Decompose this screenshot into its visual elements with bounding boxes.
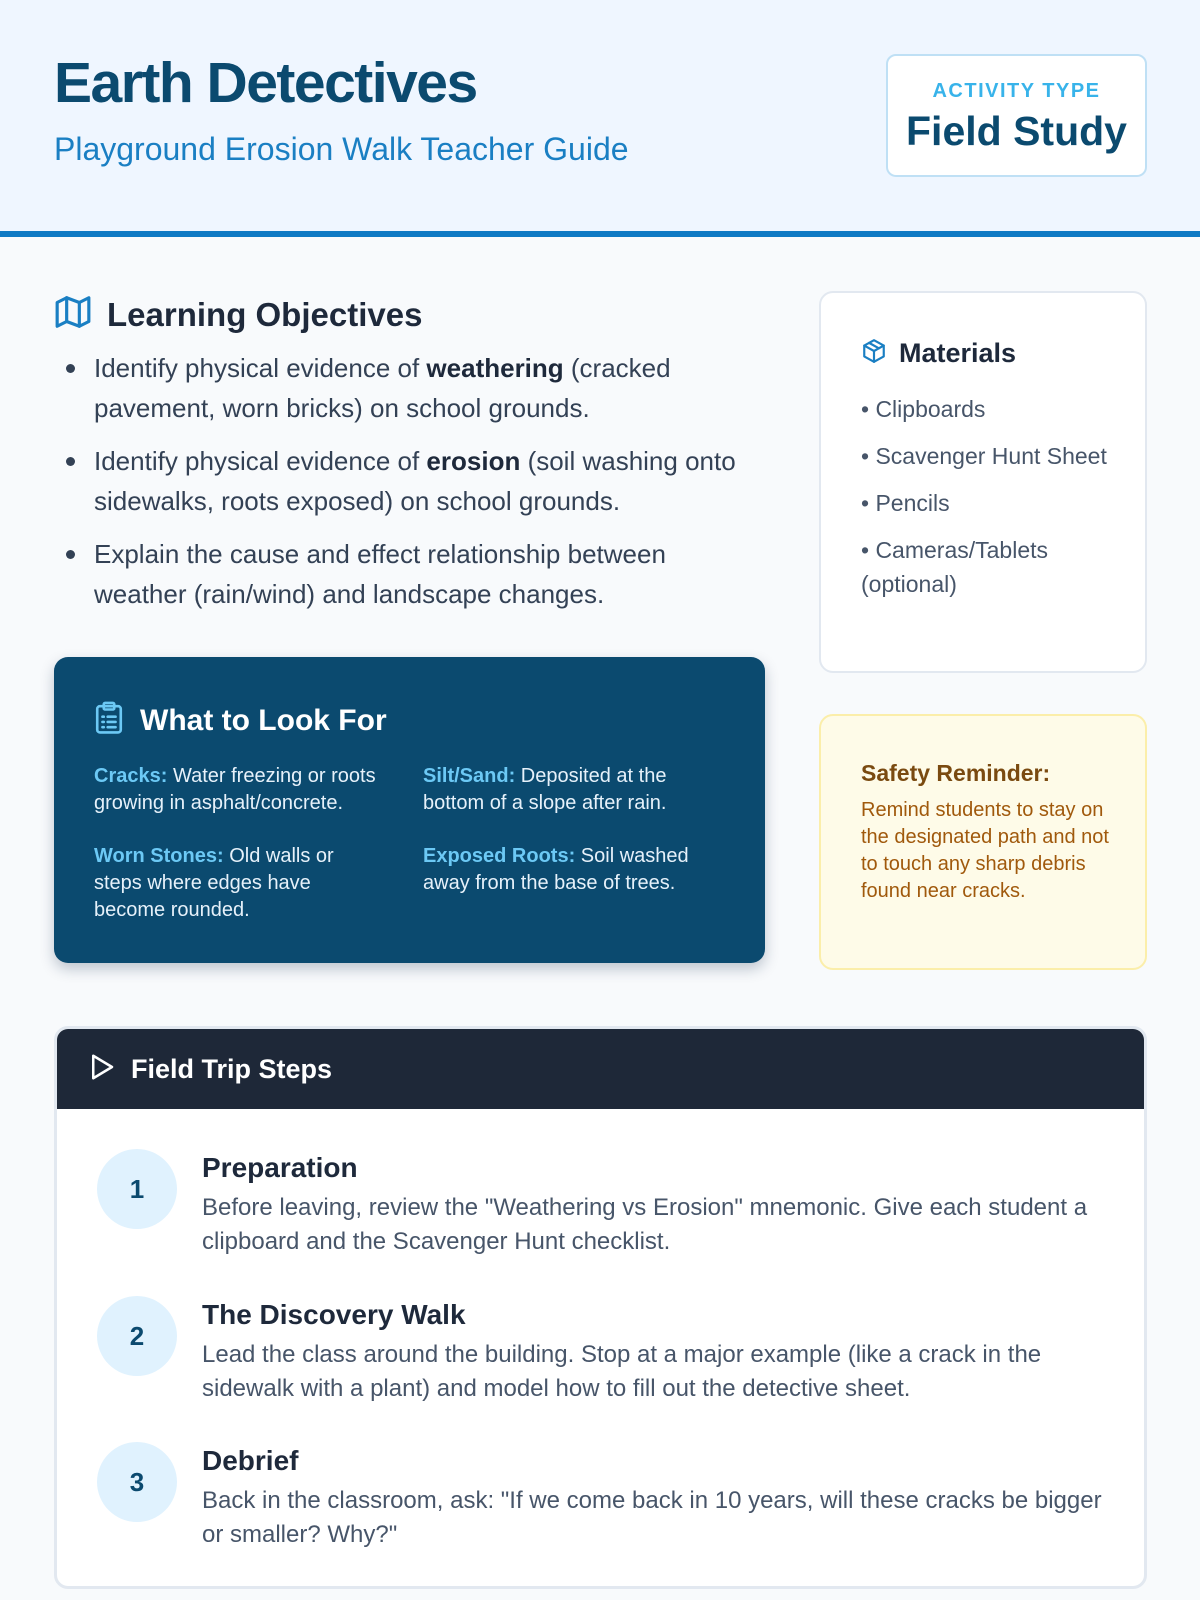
materials-item: • Scavenger Hunt Sheet [861, 443, 1107, 469]
step-number: 1 [97, 1149, 177, 1229]
objective-keyword: erosion [426, 446, 521, 476]
bullet-icon [66, 457, 75, 466]
safety-title: Safety Reminder: [861, 760, 1051, 786]
look-for-term: Silt/Sand: [423, 765, 516, 787]
look-for-item [423, 763, 713, 817]
materials-title: Materials [899, 338, 1017, 368]
look-for-text: Deposited at the bottom of a slope after rain. [423, 765, 667, 814]
activity-type-value: Field Study [906, 108, 1127, 154]
objectives-heading [54, 293, 422, 336]
page-header [0, 0, 1200, 237]
objective-text: Explain the cause and effect relationship between weather (rain/wind) and landscape changes. [94, 539, 666, 609]
step-title: The Discovery Walk [202, 1299, 466, 1330]
step-number: 2 [97, 1296, 177, 1376]
activity-type-card [886, 54, 1147, 177]
materials-list [861, 392, 1121, 614]
look-for-text: Soil washed away from the base of trees. [423, 845, 689, 894]
page-title: Earth Detectives [54, 51, 477, 115]
look-for-item [423, 843, 713, 897]
safety-text: Remind students to stay on the designated path and not to touch any sharp debris found near cracks. [861, 799, 1109, 902]
objectives-list [62, 348, 752, 627]
materials-heading [861, 338, 1016, 369]
objective-text: (soil washing onto sidewalks, roots exposed) on school grounds. [94, 446, 736, 516]
look-for-text: Old walls or steps where edges have become rounded. [94, 845, 334, 921]
look-for-heading [94, 701, 387, 740]
map-icon [54, 293, 92, 336]
look-for-item [94, 763, 394, 817]
steps-header [57, 1029, 1144, 1109]
step-text: Before leaving, review the "Weathering vs Erosion" mnemonic. Give each student a clipboard and the Scavenger Hunt checklist. [202, 1194, 1088, 1255]
look-for-text: Water freezing or roots growing in asphalt/concrete. [94, 765, 376, 814]
look-for-card [54, 657, 765, 963]
look-for-term: Exposed Roots: [423, 845, 576, 867]
step-number: 3 [97, 1442, 177, 1522]
activity-type-label: ACTIVITY TYPE [932, 80, 1101, 102]
step-text: Lead the class around the building. Stop at a major example (like a crack in the sidewalk with a plant) and model how to fill out the detective sheet. [202, 1341, 1042, 1402]
objective-text: (cracked pavement, worn bricks) on school grounds. [94, 353, 671, 423]
box-icon [861, 338, 887, 369]
step-title: Preparation [202, 1152, 358, 1183]
objective-item [62, 534, 752, 614]
objective-keyword: weathering [426, 353, 564, 383]
materials-item: • Clipboards [861, 396, 986, 422]
materials-item: • Pencils [861, 490, 950, 516]
steps-card [54, 1026, 1147, 1589]
bullet-icon [66, 550, 75, 559]
objective-text: Identify physical evidence of [94, 353, 427, 383]
steps-title: Field Trip Steps [131, 1053, 333, 1084]
look-for-item [94, 843, 364, 924]
safety-card [819, 714, 1147, 970]
objective-text: Identify physical evidence of [94, 446, 427, 476]
objective-item [62, 441, 752, 521]
look-for-term: Worn Stones: [94, 845, 224, 867]
step-text: Back in the classroom, ask: "If we come back in 10 years, will these cracks be bigger or smaller? Why?" [202, 1487, 1102, 1548]
look-for-title: What to Look For [140, 703, 387, 737]
materials-item: • Cameras/Tablets (optional) [861, 537, 1049, 597]
clipboard-icon [94, 701, 124, 740]
play-icon [87, 1052, 117, 1087]
look-for-term: Cracks: [94, 765, 168, 787]
step-title: Debrief [202, 1445, 299, 1476]
objectives-title: Learning Objectives [107, 295, 423, 333]
page-subtitle: Playground Erosion Walk Teacher Guide [54, 131, 629, 167]
bullet-icon [66, 364, 75, 373]
objective-item [62, 348, 752, 428]
materials-card [819, 291, 1147, 673]
